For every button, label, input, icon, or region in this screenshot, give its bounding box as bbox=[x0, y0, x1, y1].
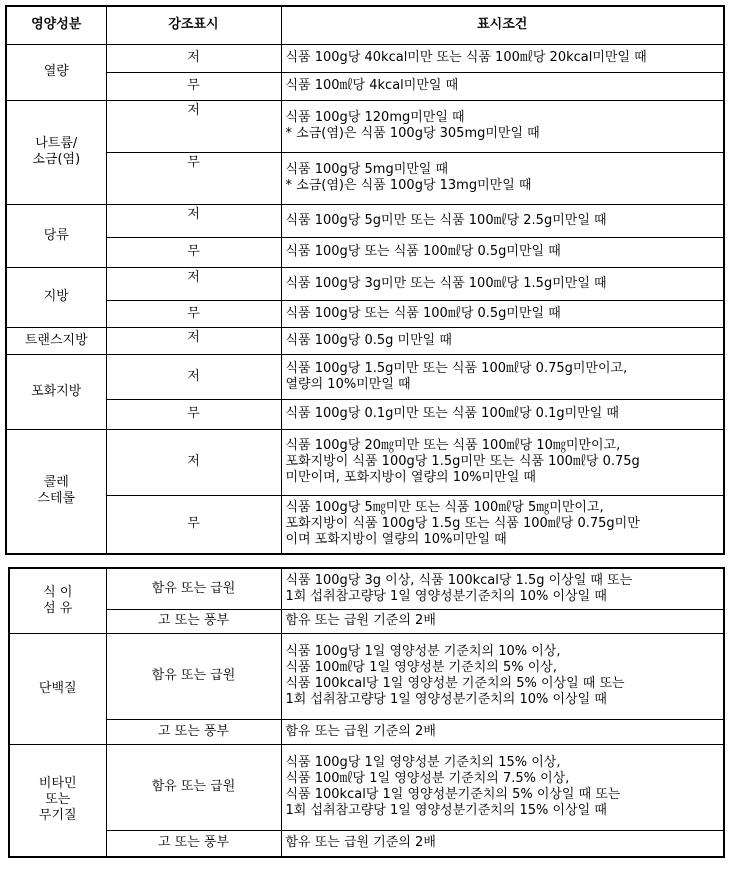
claim-cell: 함유 또는 급원 bbox=[106, 744, 281, 830]
condition-cell bbox=[281, 300, 724, 327]
nutrient-name: 나트륨/ bbox=[35, 136, 78, 151]
condition-line: 식품 100g당 5㎎미만 또는 식품 100㎖당 5㎎미만이고, bbox=[285, 500, 604, 516]
claim-cell: 고 또는 풍부 bbox=[106, 719, 281, 744]
nutrient-name: 트랜스지방 bbox=[24, 332, 88, 348]
table-row bbox=[9, 719, 724, 744]
claim-cell: 저 bbox=[106, 100, 281, 152]
header-nutrient: 영양성분 bbox=[6, 6, 106, 44]
claim-cell: 저 bbox=[106, 204, 281, 237]
claim-cell: 무 bbox=[106, 495, 281, 554]
table-row bbox=[6, 100, 724, 152]
condition-line: * 소금(염)은 식품 100g당 305mg미만일 때 bbox=[285, 126, 540, 141]
nutrient-cell bbox=[6, 327, 106, 354]
claim-cell: 무 bbox=[106, 300, 281, 327]
table-row bbox=[6, 429, 724, 495]
nutrient-cell bbox=[6, 204, 106, 267]
claim-cell: 저 bbox=[106, 327, 281, 354]
nutrient-cell bbox=[9, 633, 106, 744]
nutrient-name: 열량 bbox=[43, 64, 69, 79]
condition-cell bbox=[281, 609, 724, 633]
claim-cell: 저 bbox=[106, 267, 281, 300]
table-row bbox=[6, 399, 724, 429]
table-row bbox=[6, 237, 724, 267]
condition-line: 1회 섭취참고량당 1일 영양성분기준치의 10% 이상일 때 bbox=[285, 588, 607, 604]
condition-line: 식품 100g당 0.1g미만 또는 식품 100㎖당 0.1g미만일 때 bbox=[285, 406, 619, 421]
condition-line: 함유 또는 급원 기준의 2배 bbox=[285, 613, 436, 628]
nutrient-name: 단백질 bbox=[38, 680, 77, 696]
claim-cell: 함유 또는 급원 bbox=[106, 568, 281, 609]
header-claim: 강조표시 bbox=[106, 6, 281, 44]
condition-line: * 소금(염)은 식품 100g당 13mg미만일 때 bbox=[285, 178, 532, 193]
condition-cell bbox=[281, 354, 724, 399]
condition-line: 식품 100g당 1.5g미만 또는 식품 100㎖당 0.75g미만이고, bbox=[285, 360, 628, 376]
table-row bbox=[6, 152, 724, 204]
condition-line: 이며 포화지방이 열량의 10%미만일 때 bbox=[285, 532, 507, 548]
claim-cell: 저 bbox=[106, 429, 281, 495]
condition-cell bbox=[281, 429, 724, 495]
condition-cell bbox=[281, 744, 724, 830]
condition-cell bbox=[281, 100, 724, 152]
nutrient-name: 무기질 bbox=[38, 808, 77, 824]
condition-cell bbox=[281, 568, 724, 609]
table-row bbox=[9, 609, 724, 633]
condition-line: 열량의 10%미만일 때 bbox=[285, 376, 411, 392]
nutrient-cell bbox=[6, 267, 106, 327]
condition-line: 식품 100g당 40kcal미만 또는 식품 100㎖당 20kcal미만일 때 bbox=[285, 50, 647, 65]
nutrient-name: 콜레 bbox=[43, 475, 69, 491]
nutrient-name: 당류 bbox=[43, 227, 69, 243]
condition-cell bbox=[281, 267, 724, 300]
condition-line: 식품 100g당 5g미만 또는 식품 100㎖당 2.5g미만일 때 bbox=[285, 212, 607, 228]
nutrient-name: 식 이 bbox=[43, 584, 73, 600]
nutrient-name: 지방 bbox=[43, 289, 69, 304]
table-row bbox=[9, 568, 724, 609]
table-row bbox=[6, 44, 724, 72]
nutrient-cell bbox=[6, 44, 106, 100]
condition-line: 함유 또는 급원 기준의 2배 bbox=[285, 723, 436, 739]
claim-cell: 무 bbox=[106, 72, 281, 100]
nutrient-name: 스테롤 bbox=[37, 491, 76, 507]
condition-cell bbox=[281, 152, 724, 204]
claim-cell: 함유 또는 급원 bbox=[106, 633, 281, 719]
condition-line: 식품 100g당 또는 식품 100㎖당 0.5g미만일 때 bbox=[285, 305, 561, 321]
condition-line: 식품 100g당 1일 영양성분 기준치의 15% 이상, bbox=[285, 755, 561, 770]
condition-line: 식품 100㎖당 1일 영양성분 기준치의 7.5% 이상, bbox=[285, 771, 570, 786]
header-condition: 표시조건 bbox=[281, 6, 724, 44]
condition-line: 식품 100g당 1일 영양성분 기준치의 10% 이상, bbox=[285, 644, 561, 659]
condition-line: 식품 100g당 3g미만 또는 식품 100㎖당 1.5g미만일 때 bbox=[285, 275, 607, 291]
table-row bbox=[6, 267, 724, 300]
claim-cell: 무 bbox=[106, 399, 281, 429]
nutrition-claim-table-lower bbox=[8, 567, 725, 858]
table-row bbox=[9, 830, 724, 857]
condition-line: 미만이며, 포화지방이 열량의 10%미만일 때 bbox=[285, 470, 536, 485]
condition-line: 1회 섭취참고량당 1일 영양성분기준치의 10% 이상일 때 bbox=[285, 692, 607, 707]
nutrient-name: 소금(염) bbox=[32, 152, 81, 167]
nutrient-name: 포화지방 bbox=[31, 383, 82, 399]
nutrient-name: 또는 bbox=[45, 792, 71, 808]
condition-cell bbox=[281, 72, 724, 100]
condition-line: 식품 100㎖당 4kcal미만일 때 bbox=[285, 78, 459, 93]
condition-cell bbox=[281, 719, 724, 744]
condition-line: 식품 100kcal당 1일 영양성분 기준치의 5% 이상일 때 또는 bbox=[285, 676, 625, 691]
condition-line: 함유 또는 급원 기준의 2배 bbox=[285, 835, 436, 851]
nutrient-cell bbox=[6, 429, 106, 554]
table-row bbox=[6, 354, 724, 399]
condition-cell bbox=[281, 44, 724, 72]
header-row bbox=[6, 6, 724, 44]
condition-line: 식품 100g당 20㎎미만 또는 식품 100㎖당 10㎎미만이고, bbox=[285, 438, 621, 453]
table-row bbox=[6, 204, 724, 237]
condition-line: 포화지방이 식품 100g당 1.5g미만 또는 식품 100㎖당 0.75g bbox=[285, 454, 640, 469]
nutrition-claim-table-upper bbox=[5, 5, 725, 555]
condition-cell bbox=[281, 399, 724, 429]
claim-cell: 무 bbox=[106, 237, 281, 267]
nutrient-name: 섬 유 bbox=[43, 600, 73, 616]
condition-line: 식품 100g당 5mg미만일 때 bbox=[285, 162, 449, 177]
nutrient-cell bbox=[6, 100, 106, 204]
condition-cell bbox=[281, 204, 724, 237]
condition-cell bbox=[281, 237, 724, 267]
table-row bbox=[9, 744, 724, 830]
table-row bbox=[6, 72, 724, 100]
claim-cell: 무 bbox=[106, 152, 281, 204]
condition-line: 식품 100g당 0.5g 미만일 때 bbox=[285, 332, 452, 348]
claim-cell: 고 또는 풍부 bbox=[106, 830, 281, 857]
condition-line: 식품 100g당 120mg미만일 때 bbox=[285, 110, 465, 125]
claim-cell: 저 bbox=[106, 44, 281, 72]
nutrient-cell bbox=[9, 744, 106, 857]
table-row bbox=[9, 633, 724, 719]
condition-cell bbox=[281, 327, 724, 354]
condition-cell bbox=[281, 633, 724, 719]
condition-line: 식품 100kcal당 1일 영양성분기준치의 5% 이상일 때 또는 bbox=[285, 787, 621, 802]
nutrient-cell bbox=[6, 354, 106, 429]
nutrient-name: 비타민 bbox=[38, 776, 77, 792]
condition-line: 식품 100g당 또는 식품 100㎖당 0.5g미만일 때 bbox=[285, 244, 561, 259]
nutrient-cell bbox=[9, 568, 106, 633]
table-row bbox=[6, 495, 724, 554]
condition-line: 식품 100㎖당 1일 영양성분 기준치의 5% 이상, bbox=[285, 660, 557, 675]
table-row bbox=[6, 300, 724, 327]
condition-cell bbox=[281, 830, 724, 857]
condition-cell bbox=[281, 495, 724, 554]
table-row bbox=[6, 327, 724, 354]
condition-line: 식품 100g당 3g 이상, 식품 100kcal당 1.5g 이상일 때 또는 bbox=[285, 572, 633, 588]
condition-line: 포화지방이 식품 100g당 1.5g 또는 식품 100㎖당 0.75g미만 bbox=[285, 516, 640, 532]
condition-line: 1회 섭취참고량당 1일 영양성분기준치의 15% 이상일 때 bbox=[285, 803, 607, 818]
claim-cell: 저 bbox=[106, 354, 281, 399]
claim-cell: 고 또는 풍부 bbox=[106, 609, 281, 633]
